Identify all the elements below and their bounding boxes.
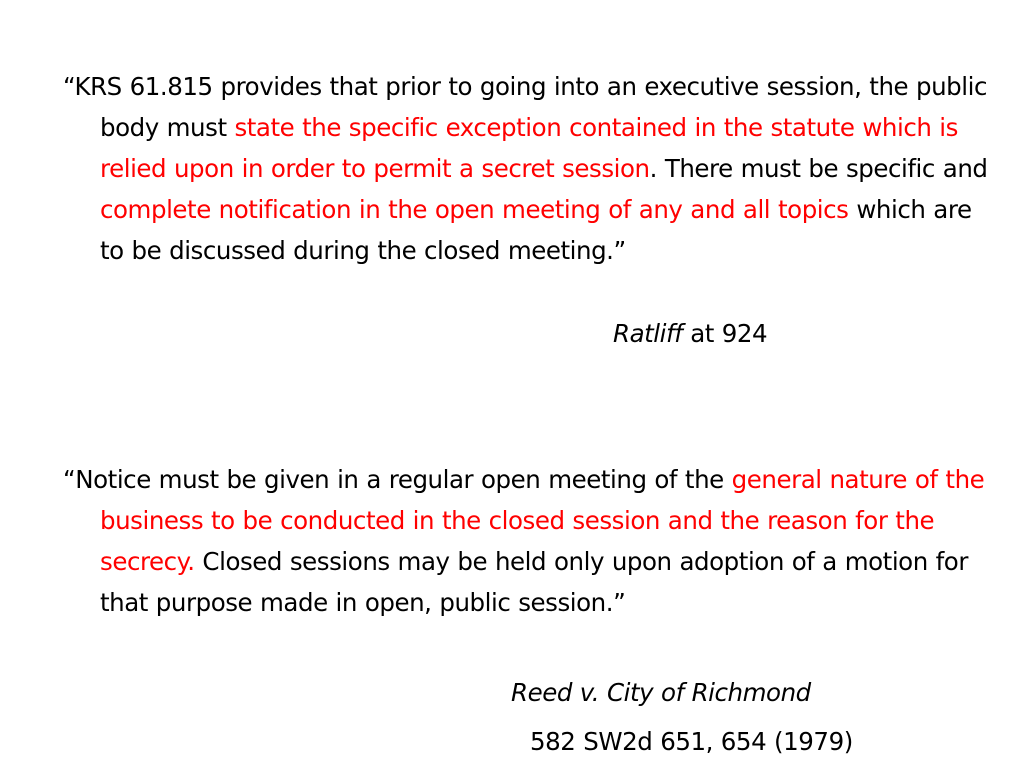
- citation-ratliff: [613, 318, 767, 350]
- quote-2-highlight-general-nature: general nature of the business to be conducted in the closed session and the reason for the secrecy.: [100, 465, 985, 576]
- quote-1-highlight-specific-exception: state the specific exception contained in the statute which is relied upon in order to permit a secret session: [100, 113, 958, 183]
- quote-1-text-part-1: “KRS 61.815 provides that prior to going into an executive session, the public body must: [63, 72, 988, 142]
- citation-reed-case-name: Reed v. City of Richmond: [511, 678, 811, 707]
- quote-notice-requirement: [63, 459, 990, 623]
- quote-2-text-part-2: Closed sessions may be held only upon adoption of a motion for that purpose made in open, public session.”: [100, 547, 968, 617]
- quote-1-highlight-complete-notification: complete notification in the open meeting of any and all topics: [100, 195, 849, 224]
- quote-2-text-part-1: “Notice must be given in a regular open meeting of the: [63, 465, 732, 494]
- citation-reed-reporter: 582 SW2d 651, 654 (1979): [530, 727, 853, 756]
- quote-1-text-part-2: . There must be specific and: [649, 154, 988, 183]
- citation-ratliff-page: at 924: [682, 319, 768, 348]
- quote-1-text-part-3: which are to be discussed during the closed meeting.”: [100, 195, 972, 265]
- citation-ratliff-case-name: Ratliff: [613, 319, 683, 348]
- quote-krs-61-815: [63, 66, 990, 271]
